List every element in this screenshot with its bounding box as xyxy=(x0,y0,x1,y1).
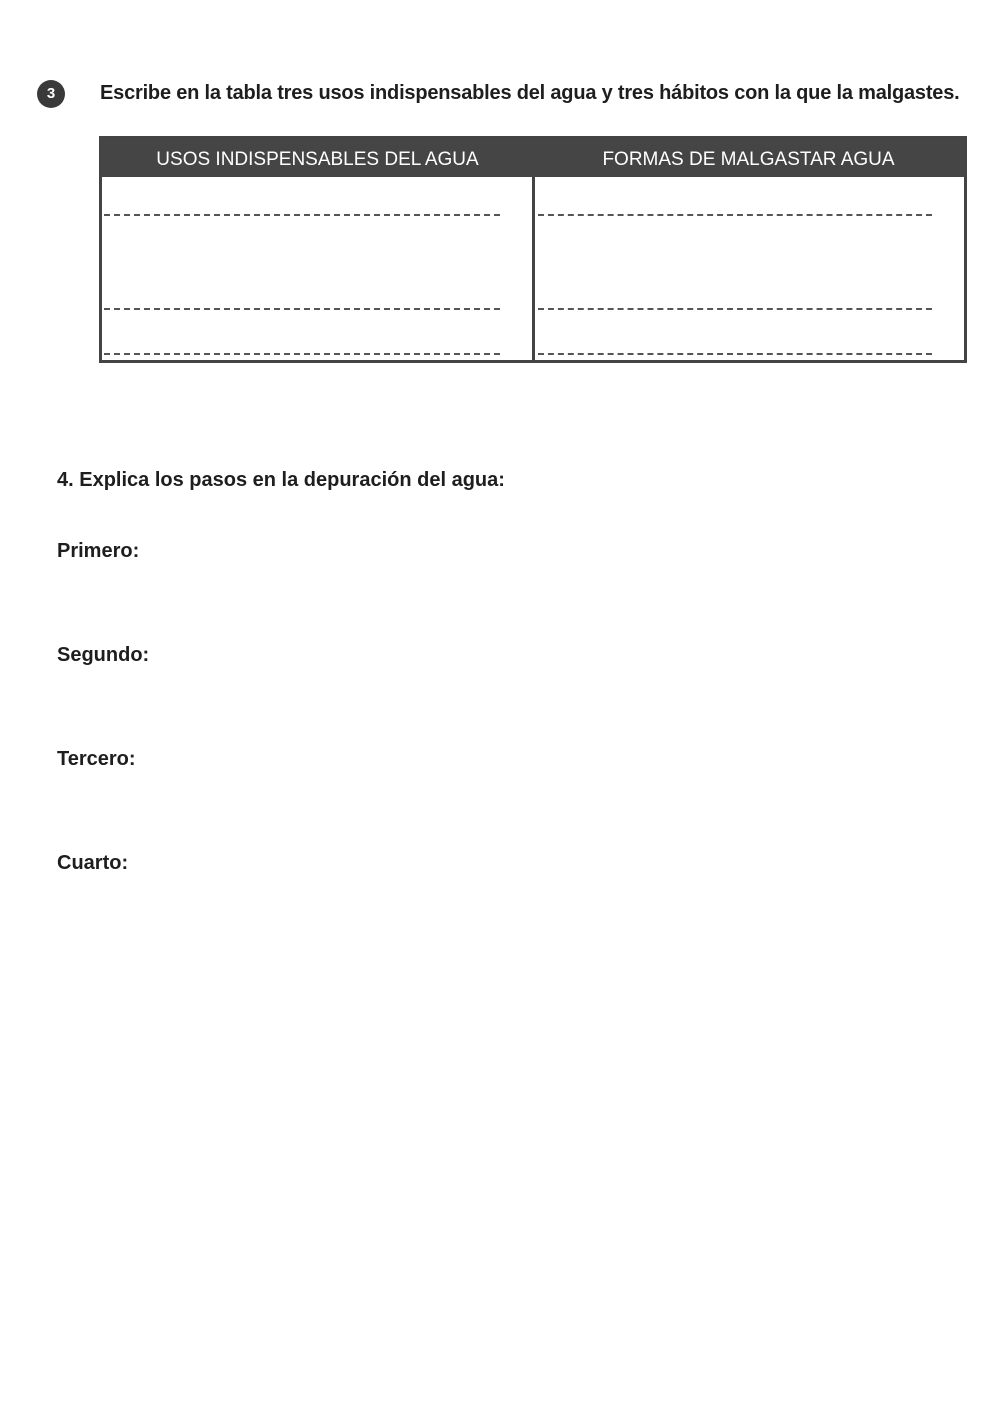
step-label-first: Primero: xyxy=(57,540,140,562)
answer-line-uses-1[interactable] xyxy=(104,214,500,216)
step-answer-first[interactable] xyxy=(160,532,940,592)
table-header xyxy=(102,139,964,177)
water-uses-table xyxy=(99,136,967,363)
step-label-second: Segundo: xyxy=(57,644,150,666)
step-label-third: Tercero: xyxy=(57,748,136,770)
answer-line-waste-2[interactable] xyxy=(538,308,932,310)
answer-line-uses-2[interactable] xyxy=(104,308,500,310)
answer-line-waste-3[interactable] xyxy=(538,353,932,355)
step-answer-third[interactable] xyxy=(160,740,940,800)
exercise-4-title: 4. Explica los pasos en la depuración del agua: xyxy=(57,469,505,491)
step-answer-second[interactable] xyxy=(160,636,940,696)
exercise-3-instruction: Escribe en la tabla tres usos indispensables del agua y tres hábitos con la que la malgastes. xyxy=(100,82,960,104)
column-header-water-waste: FORMAS DE MALGASTAR AGUA xyxy=(602,149,895,170)
column-header-essential-uses: USOS INDISPENSABLES DEL AGUA xyxy=(156,149,479,170)
step-label-fourth: Cuarto: xyxy=(57,852,129,874)
exercise-number-badge: 3 xyxy=(37,80,65,108)
table-answer-area xyxy=(102,177,964,360)
answer-line-uses-3[interactable] xyxy=(104,353,500,355)
step-answer-fourth[interactable] xyxy=(160,844,940,904)
answer-line-waste-1[interactable] xyxy=(538,214,932,216)
